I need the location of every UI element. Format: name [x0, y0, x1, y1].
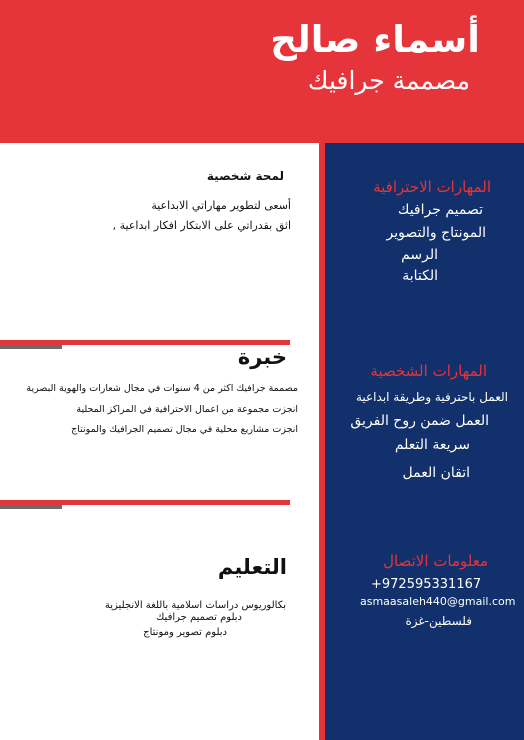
personal-skill-item: سريعة التعلم	[394, 437, 470, 453]
education-line: دبلوم تصميم جرافيك	[156, 612, 242, 623]
contact-title: معلومات الاتصال	[383, 552, 488, 570]
contact-location: فلسطين-غزة	[405, 614, 472, 628]
profile-line: أسعى لتطوير مهاراتي الابداعية	[151, 199, 291, 212]
experience-line: مصممة جرافيك اكثر من 4 سنوات في مجال شعارات والهوية البصرية	[26, 383, 298, 394]
section-divider-shadow	[0, 505, 62, 509]
education-line: بكالوريوس دراسات اسلامية باللغة الانجليزية	[104, 600, 286, 611]
person-name: أسماء صالح	[270, 18, 480, 61]
experience-line: انجزت مجموعة من اعمال الاحترافية في المراكز المحلية	[76, 404, 298, 415]
personal-skills-title: المهارات الشخصية	[370, 362, 487, 380]
personal-skill-item: العمل باحترفية وطريقة ابداعية	[355, 390, 508, 404]
experience-line: انجزت مشاريع محلية في مجال تصميم الجرافيك والمونتاج	[71, 424, 298, 435]
pro-skill-item: الكتابة	[402, 268, 438, 284]
section-divider-shadow	[0, 345, 62, 349]
pro-skill-item: المونتاج والتصوير	[386, 225, 486, 241]
contact-phone: +972595331167	[371, 577, 482, 592]
contact-email: asmaasaleh440@gmail.com	[360, 595, 516, 608]
experience-title: خبرة	[237, 345, 287, 369]
education-title: التعليم	[217, 555, 287, 579]
profile-line: اثق بقدراتي على الابتكار افكار ابداعية ,	[112, 219, 291, 232]
personal-skill-item: اتقان العمل	[402, 465, 470, 481]
profile-title: لمحة شخصية	[206, 169, 284, 183]
pro-skill-item: تصميم جرافيك	[397, 202, 483, 218]
education-line: دبلوم تصوير ومونتاج	[143, 627, 227, 638]
pro-skill-item: الرسم	[401, 247, 438, 263]
job-title: مصممة جرافيك	[307, 66, 470, 95]
personal-skill-item: العمل ضمن روح الفريق	[350, 413, 489, 429]
pro-skills-title: المهارات الاحترافية	[373, 178, 491, 196]
